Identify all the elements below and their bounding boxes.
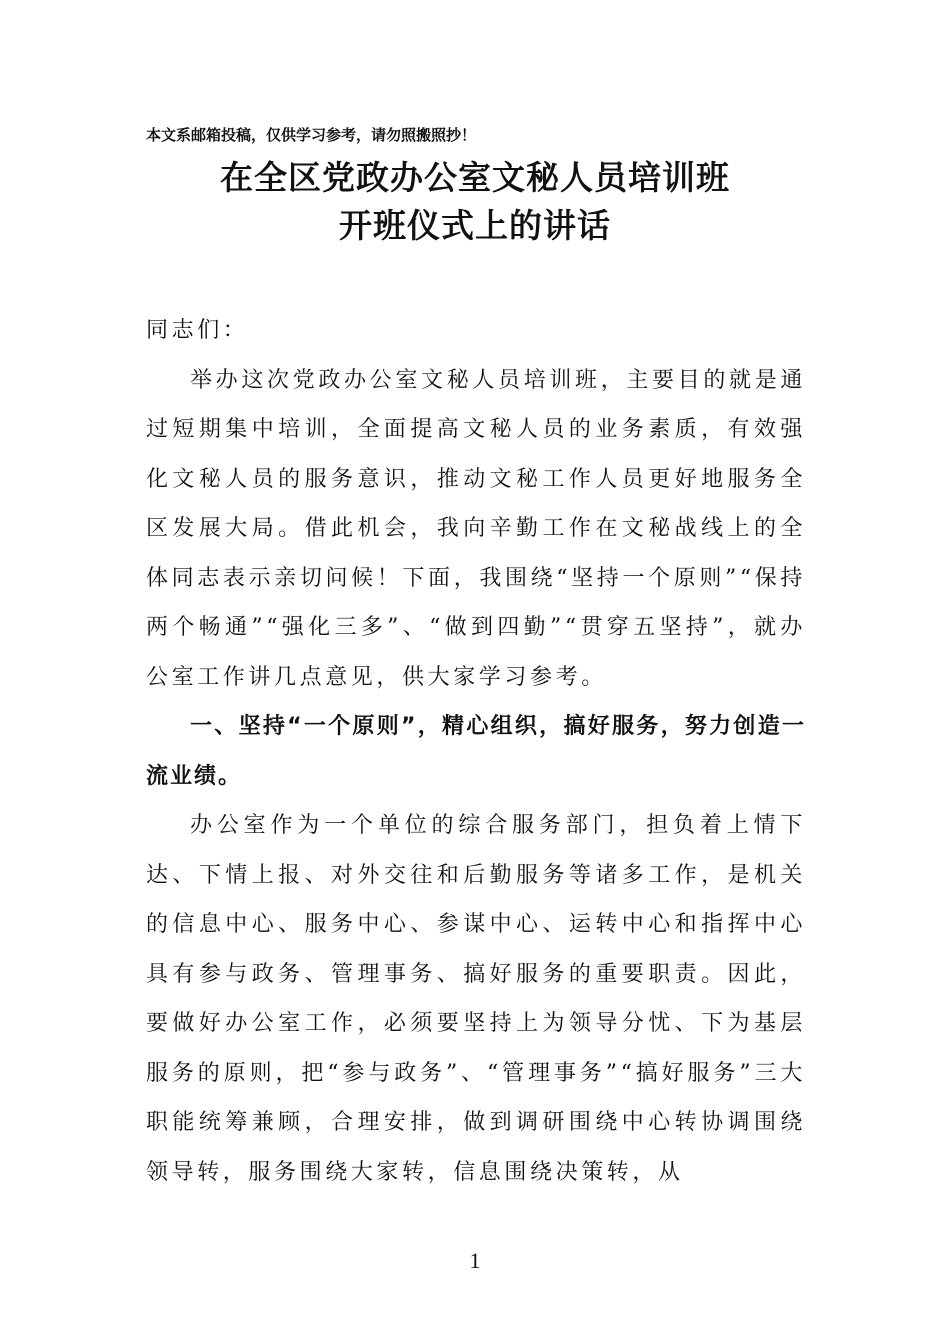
document-title-line-2: 开班仪式上的讲话 [339,206,611,245]
intro-paragraph: 举办这次党政办公室文秘人员培训班，主要目的就是通过短期集中培训，全面提高文秘人员的业务素质，有效强化文秘人员的服务意识，推动文秘工作人员更好地服务全区发展大局。借此机会，我向辛勤工作在文秘战线上的全体同志表示亲切问候！下面，我围绕“坚持一个原则”“保持两个畅通”“强化三多”、“做到四勤”“贯穿五坚持”，就办公室工作讲几点意见，供大家学习参考。 [146,367,806,690]
salutation: 同志们： [146,318,249,343]
document-body [146,306,806,1197]
section-heading-1: 一、坚持“一个原则”，精心组织，搞好服务，努力创造一流业绩。 [146,714,806,789]
section-1-paragraph: 办公室作为一个单位的综合服务部门，担负着上情下达、下情上报、对外交往和后勤服务等诸多工作，是机关的信息中心、服务中心、参谋中心、运转中心和指挥中心具有参与政务、管理事务、搞好服务的重要职责。因此，要做好办公室工作，必须要坚持上为领导分忧、下为基层服务的原则，把“参与政务”、“管理事务”“搞好服务”三大职能统筹兼顾，合理安排，做到调研围绕中心转协调围绕领导转，服务围绕大家转，信息围绕决策转，从 [146,813,806,1185]
page-number: 1 [469,1248,481,1273]
document-title-line-1: 在全区党政办公室文秘人员培训班 [220,158,730,197]
submission-notice: 本文系邮箱投稿，仅供学习参考，请勿照搬照抄！ [146,126,477,144]
